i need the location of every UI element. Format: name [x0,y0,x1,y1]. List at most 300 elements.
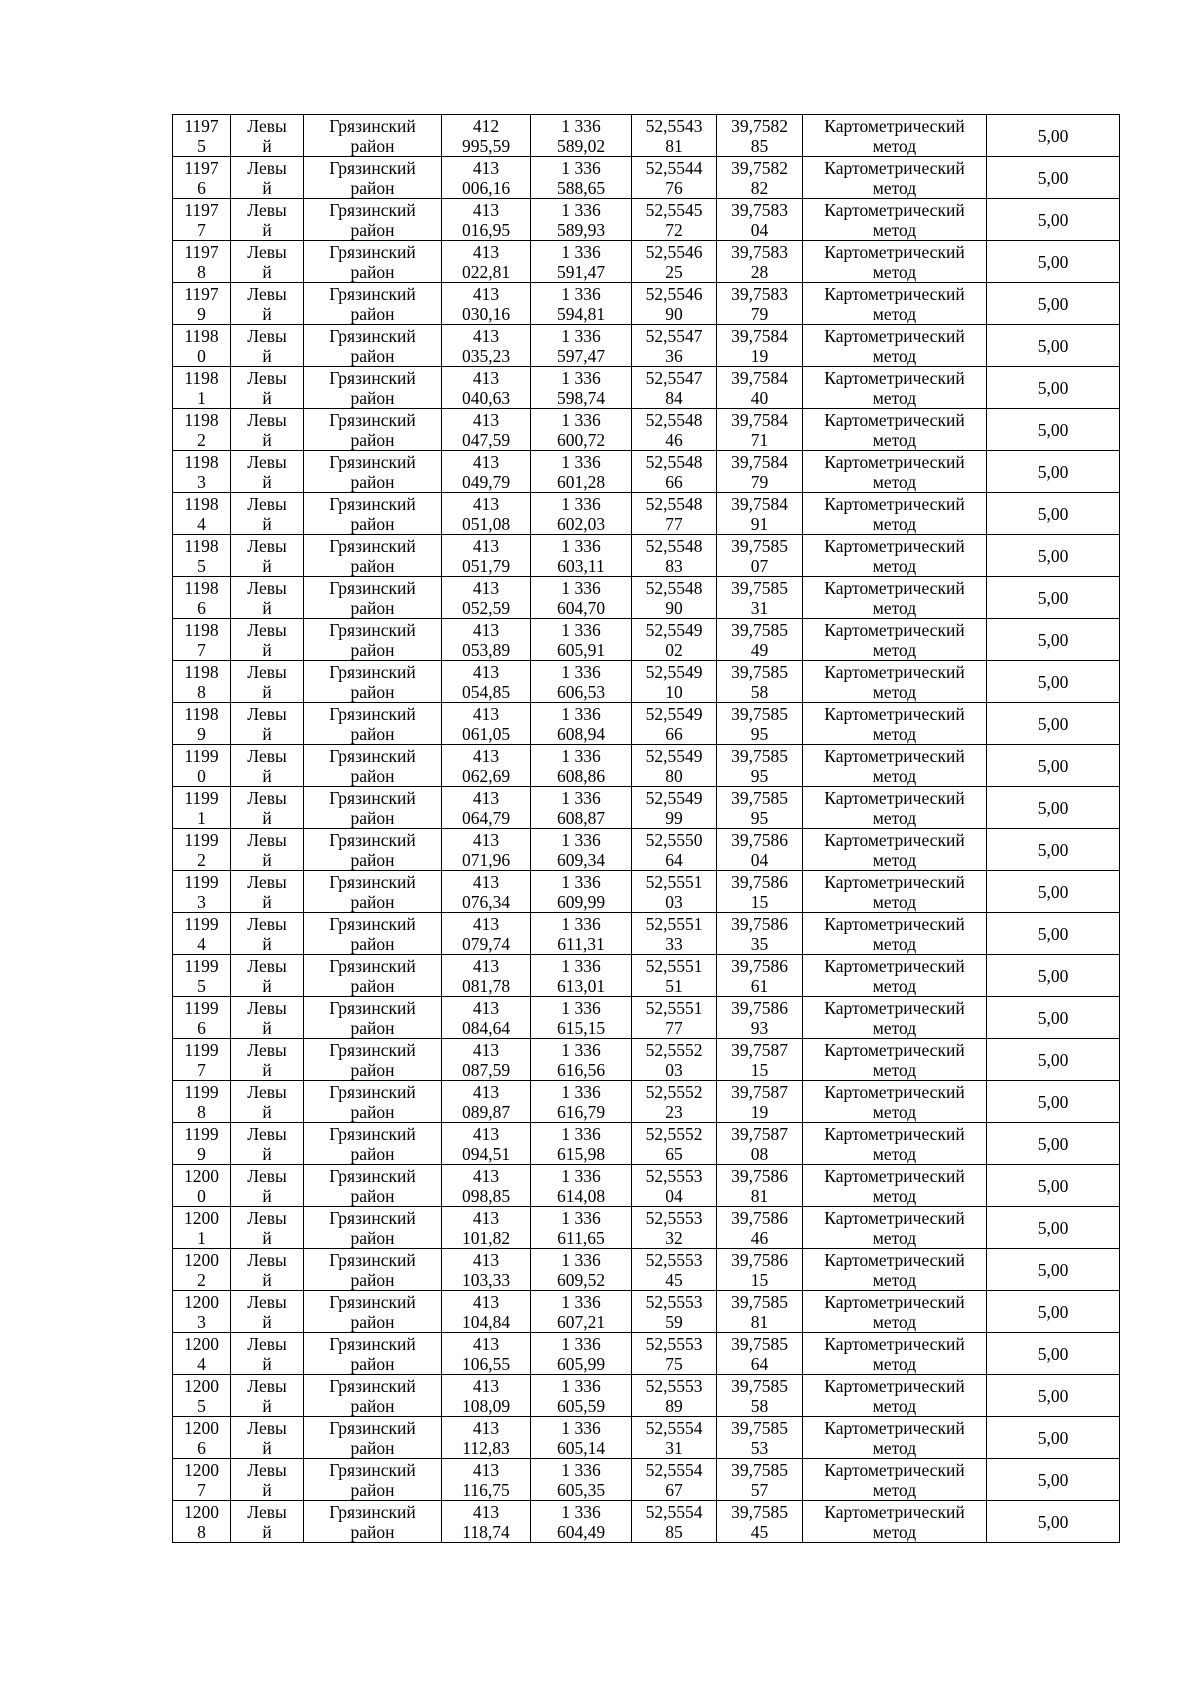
y-coordinate-line-2: 609,52 [556,1269,606,1290]
latitude-cell [632,661,717,703]
point-number-line-1: 1200 [184,1291,219,1312]
x-coordinate-cell [442,1375,531,1417]
latitude-line-2: 65 [665,1143,683,1164]
method-cell [803,1291,987,1333]
method-cell [803,283,987,325]
accuracy-cell: 5,00 [987,1291,1120,1333]
x-coordinate-cell [442,1501,531,1543]
method-cell [803,577,987,619]
point-number-cell [173,1291,231,1333]
point-number-cell [173,703,231,745]
district-cell [304,241,442,283]
latitude-line-2: 45 [665,1269,683,1290]
coordinates-table [172,114,1120,1543]
y-coordinate-cell [531,577,632,619]
x-coordinate-cell [442,1417,531,1459]
district-line-2: район [350,1227,395,1248]
y-coordinate-line-1: 1 336 [561,367,601,388]
point-number-line-2: 8 [197,261,206,282]
side-line-2: й [262,555,272,576]
accuracy-cell: 5,00 [987,199,1120,241]
side-cell [231,283,304,325]
x-coordinate-line-2: 103,33 [461,1269,511,1290]
latitude-line-2: 84 [665,387,683,408]
y-coordinate-cell [531,829,632,871]
y-coordinate-line-2: 608,86 [556,765,606,786]
latitude-line-2: 83 [665,555,683,576]
point-number-line-1: 1199 [184,871,219,892]
y-coordinate-line-2: 614,08 [556,1185,606,1206]
accuracy-cell: 5,00 [987,1123,1120,1165]
x-coordinate-line-1: 413 [472,871,500,892]
method-line-1: Картометрический [824,1501,965,1522]
y-coordinate-line-2: 604,49 [556,1521,606,1542]
table-row [173,1207,1120,1249]
accuracy-cell: 5,00 [987,871,1120,913]
point-number-line-1: 1197 [184,115,219,136]
x-coordinate-cell [442,1123,531,1165]
longitude-line-2: 07 [750,555,769,576]
method-line-2: метод [872,345,917,366]
district-line-2: район [350,135,395,156]
latitude-line-1: 52,5554 [645,1417,703,1438]
district-line-1: Грязинский [329,451,416,472]
side-line-1: Левы [247,1417,287,1438]
side-line-1: Левы [247,1501,287,1522]
latitude-line-1: 52,5553 [645,1291,703,1312]
side-line-2: й [262,1059,272,1080]
district-cell [304,1165,442,1207]
x-coordinate-cell [442,745,531,787]
method-line-1: Картометрический [824,493,965,514]
table-row [173,619,1120,661]
district-line-2: район [350,849,395,870]
longitude-line-2: 15 [750,1059,769,1080]
x-coordinate-line-1: 413 [472,1291,500,1312]
point-number-cell [173,1081,231,1123]
y-coordinate-cell [531,1165,632,1207]
x-coordinate-line-2: 049,79 [461,471,511,492]
longitude-cell [717,1207,803,1249]
point-number-cell [173,493,231,535]
x-coordinate-line-2: 995,59 [461,135,511,156]
x-coordinate-line-2: 101,82 [461,1227,511,1248]
method-line-1: Картометрический [824,829,965,850]
method-cell [803,367,987,409]
y-coordinate-line-2: 611,65 [557,1227,605,1248]
y-coordinate-line-1: 1 336 [561,661,601,682]
longitude-line-2: 64 [750,1353,769,1374]
method-cell [803,955,987,997]
point-number-line-1: 1198 [184,409,219,430]
latitude-line-2: 66 [665,723,683,744]
y-coordinate-line-2: 606,53 [556,681,606,702]
method-line-1: Картометрический [824,1081,965,1102]
y-coordinate-cell [531,1249,632,1291]
point-number-line-2: 2 [197,1269,206,1290]
x-coordinate-line-2: 104,84 [461,1311,511,1332]
side-cell [231,115,304,157]
x-coordinate-line-2: 112,83 [462,1437,510,1458]
method-line-1: Картометрический [824,745,965,766]
method-line-1: Картометрический [824,241,965,262]
y-coordinate-line-1: 1 336 [561,115,601,136]
y-coordinate-cell [531,1207,632,1249]
table-row [173,325,1120,367]
district-line-2: район [350,177,395,198]
district-line-1: Грязинский [329,997,416,1018]
district-line-2: район [350,1353,395,1374]
point-number-line-1: 1199 [184,745,219,766]
method-cell [803,1459,987,1501]
side-line-1: Левы [247,1207,287,1228]
y-coordinate-cell [531,1333,632,1375]
accuracy-cell: 5,00 [987,1417,1120,1459]
point-number-line-2: 2 [197,429,206,450]
method-cell [803,997,987,1039]
point-number-cell [173,955,231,997]
point-number-line-2: 7 [197,219,206,240]
y-coordinate-line-2: 605,91 [556,639,606,660]
x-coordinate-line-2: 051,79 [461,555,511,576]
method-line-2: метод [872,471,917,492]
accuracy-cell: 5,00 [987,115,1120,157]
accuracy-cell: 5,00 [987,619,1120,661]
district-cell [304,955,442,997]
table-row [173,997,1120,1039]
x-coordinate-line-2: 061,05 [461,723,511,744]
y-coordinate-line-2: 598,74 [556,387,606,408]
latitude-cell [632,1165,717,1207]
district-line-2: район [350,975,395,996]
district-cell [304,787,442,829]
point-number-line-2: 2 [197,849,206,870]
x-coordinate-line-2: 084,64 [461,1017,511,1038]
latitude-cell [632,1123,717,1165]
district-cell [304,703,442,745]
district-line-2: район [350,303,395,324]
longitude-line-2: 85 [750,135,769,156]
method-line-1: Картометрический [824,535,965,556]
x-coordinate-cell [442,997,531,1039]
district-line-1: Грязинский [329,1039,416,1060]
side-cell [231,199,304,241]
x-coordinate-cell [442,829,531,871]
side-line-1: Левы [247,199,287,220]
district-line-2: район [350,807,395,828]
latitude-line-2: 77 [665,513,683,534]
point-number-cell [173,1207,231,1249]
y-coordinate-cell [531,325,632,367]
longitude-line-2: 91 [750,513,769,534]
method-line-2: метод [872,597,917,618]
side-cell [231,1123,304,1165]
latitude-cell [632,325,717,367]
longitude-line-1: 39,7586 [731,955,788,976]
x-coordinate-line-2: 040,63 [461,387,511,408]
y-coordinate-line-1: 1 336 [561,619,601,640]
district-cell [304,1291,442,1333]
y-coordinate-cell [531,619,632,661]
longitude-cell [717,157,803,199]
table-row [173,493,1120,535]
latitude-line-2: 23 [665,1101,683,1122]
latitude-cell [632,1207,717,1249]
district-cell [304,1123,442,1165]
method-line-1: Картометрический [824,577,965,598]
accuracy-cell: 5,00 [987,703,1120,745]
latitude-line-2: 90 [665,303,683,324]
latitude-cell [632,409,717,451]
side-line-2: й [262,261,272,282]
x-coordinate-line-1: 412 [472,115,500,136]
side-cell [231,1081,304,1123]
latitude-cell [632,1081,717,1123]
x-coordinate-line-1: 413 [472,283,500,304]
accuracy-cell: 5,00 [987,1039,1120,1081]
district-line-1: Грязинский [329,157,416,178]
y-coordinate-line-2: 605,35 [556,1479,606,1500]
longitude-line-1: 39,7586 [731,1165,788,1186]
district-line-1: Грязинский [329,1501,416,1522]
method-line-2: метод [872,261,917,282]
accuracy-cell: 5,00 [987,1501,1120,1543]
longitude-line-2: 58 [750,681,769,702]
side-line-2: й [262,933,272,954]
x-coordinate-cell [442,493,531,535]
side-line-2: й [262,765,272,786]
y-coordinate-line-2: 603,11 [557,555,605,576]
y-coordinate-cell [531,1375,632,1417]
accuracy-cell: 5,00 [987,1375,1120,1417]
latitude-cell [632,619,717,661]
latitude-cell [632,1291,717,1333]
accuracy-cell: 5,00 [987,661,1120,703]
method-cell [803,409,987,451]
x-coordinate-line-1: 413 [472,535,500,556]
accuracy-cell: 5,00 [987,1165,1120,1207]
accuracy-cell: 5,00 [987,493,1120,535]
method-line-2: метод [872,1521,917,1542]
y-coordinate-line-1: 1 336 [561,1207,601,1228]
longitude-cell [717,1375,803,1417]
district-cell [304,451,442,493]
side-cell [231,493,304,535]
accuracy-cell: 5,00 [987,367,1120,409]
side-cell [231,1333,304,1375]
district-line-1: Грязинский [329,661,416,682]
side-line-2: й [262,975,272,996]
point-number-line-1: 1198 [184,619,219,640]
y-coordinate-line-1: 1 336 [561,913,601,934]
method-line-1: Картометрический [824,997,965,1018]
point-number-line-2: 9 [197,723,206,744]
y-coordinate-cell [531,367,632,409]
district-line-1: Грязинский [329,577,416,598]
point-number-cell [173,451,231,493]
method-line-2: метод [872,765,917,786]
method-line-1: Картометрический [824,955,965,976]
longitude-line-2: 04 [750,219,769,240]
x-coordinate-line-2: 108,09 [461,1395,511,1416]
district-line-1: Грязинский [329,367,416,388]
y-coordinate-line-1: 1 336 [561,451,601,472]
method-cell [803,661,987,703]
method-line-1: Картометрический [824,1291,965,1312]
latitude-line-1: 52,5547 [645,325,703,346]
latitude-cell [632,241,717,283]
y-coordinate-line-2: 605,99 [556,1353,606,1374]
method-cell [803,913,987,955]
y-coordinate-line-1: 1 336 [561,1417,601,1438]
district-cell [304,1375,442,1417]
district-line-1: Грязинский [329,1123,416,1144]
method-cell [803,703,987,745]
latitude-cell [632,997,717,1039]
accuracy-cell: 5,00 [987,745,1120,787]
method-line-1: Картометрический [824,1375,965,1396]
latitude-line-2: 31 [665,1437,683,1458]
longitude-line-1: 39,7586 [731,871,788,892]
district-line-2: район [350,933,395,954]
side-line-1: Левы [247,241,287,262]
latitude-cell [632,1417,717,1459]
x-coordinate-line-2: 118,74 [462,1521,510,1542]
latitude-line-2: 25 [665,261,683,282]
x-coordinate-cell [442,1459,531,1501]
point-number-line-2: 5 [197,555,206,576]
method-cell [803,1039,987,1081]
longitude-line-2: 95 [750,765,769,786]
x-coordinate-line-2: 087,59 [461,1059,511,1080]
accuracy-cell: 5,00 [987,451,1120,493]
longitude-line-1: 39,7583 [731,283,788,304]
longitude-cell [717,661,803,703]
x-coordinate-line-2: 079,74 [461,933,511,954]
latitude-line-1: 52,5549 [645,661,703,682]
method-line-2: метод [872,303,917,324]
y-coordinate-line-2: 616,79 [556,1101,606,1122]
method-line-2: метод [872,1395,917,1416]
point-number-line-2: 0 [197,345,206,366]
y-coordinate-line-1: 1 336 [561,1123,601,1144]
y-coordinate-line-1: 1 336 [561,871,601,892]
table-row [173,115,1120,157]
district-line-1: Грязинский [329,199,416,220]
y-coordinate-line-2: 588,65 [556,177,606,198]
y-coordinate-cell [531,955,632,997]
y-coordinate-line-2: 613,01 [556,975,606,996]
latitude-cell [632,1501,717,1543]
method-line-2: метод [872,975,917,996]
side-cell [231,913,304,955]
point-number-line-2: 4 [197,1353,206,1374]
table-row [173,1165,1120,1207]
district-line-2: район [350,1269,395,1290]
side-cell [231,409,304,451]
point-number-cell [173,241,231,283]
latitude-line-2: 90 [665,597,683,618]
y-coordinate-line-2: 597,47 [556,345,606,366]
longitude-line-1: 39,7586 [731,1207,788,1228]
method-cell [803,1123,987,1165]
longitude-cell [717,1417,803,1459]
district-cell [304,1417,442,1459]
x-coordinate-line-2: 054,85 [461,681,511,702]
side-line-2: й [262,387,272,408]
method-line-2: метод [872,891,917,912]
x-coordinate-line-2: 062,69 [461,765,511,786]
district-line-2: район [350,555,395,576]
side-cell [231,787,304,829]
y-coordinate-line-1: 1 336 [561,409,601,430]
x-coordinate-cell [442,1333,531,1375]
latitude-line-2: 59 [665,1311,683,1332]
y-coordinate-line-1: 1 336 [561,1375,601,1396]
district-cell [304,283,442,325]
district-line-2: район [350,387,395,408]
side-line-2: й [262,1437,272,1458]
longitude-line-2: 61 [750,975,769,996]
point-number-cell [173,367,231,409]
latitude-line-2: 89 [665,1395,683,1416]
y-coordinate-cell [531,157,632,199]
method-cell [803,829,987,871]
latitude-cell [632,283,717,325]
point-number-line-1: 1199 [184,787,219,808]
x-coordinate-line-1: 413 [472,1333,500,1354]
side-cell [231,1207,304,1249]
latitude-line-1: 52,5554 [645,1501,703,1522]
y-coordinate-line-1: 1 336 [561,157,601,178]
longitude-line-1: 39,7586 [731,829,788,850]
accuracy-cell: 5,00 [987,241,1120,283]
x-coordinate-line-2: 106,55 [461,1353,511,1374]
district-cell [304,1081,442,1123]
latitude-line-1: 52,5552 [645,1081,703,1102]
latitude-line-2: 75 [665,1353,683,1374]
point-number-cell [173,913,231,955]
latitude-line-1: 52,5549 [645,703,703,724]
accuracy-cell: 5,00 [987,1459,1120,1501]
x-coordinate-line-1: 413 [472,325,500,346]
longitude-cell [717,913,803,955]
longitude-line-1: 39,7583 [731,241,788,262]
accuracy-cell: 5,00 [987,1249,1120,1291]
district-line-1: Грязинский [329,745,416,766]
point-number-cell [173,199,231,241]
longitude-line-1: 39,7585 [731,535,788,556]
point-number-cell [173,619,231,661]
accuracy-cell: 5,00 [987,997,1120,1039]
longitude-line-1: 39,7585 [731,1333,788,1354]
point-number-line-1: 1200 [184,1333,219,1354]
method-line-2: метод [872,1479,917,1500]
method-line-2: метод [872,807,917,828]
point-number-cell [173,1039,231,1081]
side-cell [231,703,304,745]
longitude-cell [717,1249,803,1291]
district-cell [304,1333,442,1375]
latitude-cell [632,913,717,955]
side-line-1: Левы [247,325,287,346]
longitude-cell [717,997,803,1039]
district-line-1: Грязинский [329,1459,416,1480]
method-cell [803,1081,987,1123]
method-cell [803,493,987,535]
point-number-line-1: 1199 [184,955,219,976]
longitude-line-2: 79 [750,471,769,492]
